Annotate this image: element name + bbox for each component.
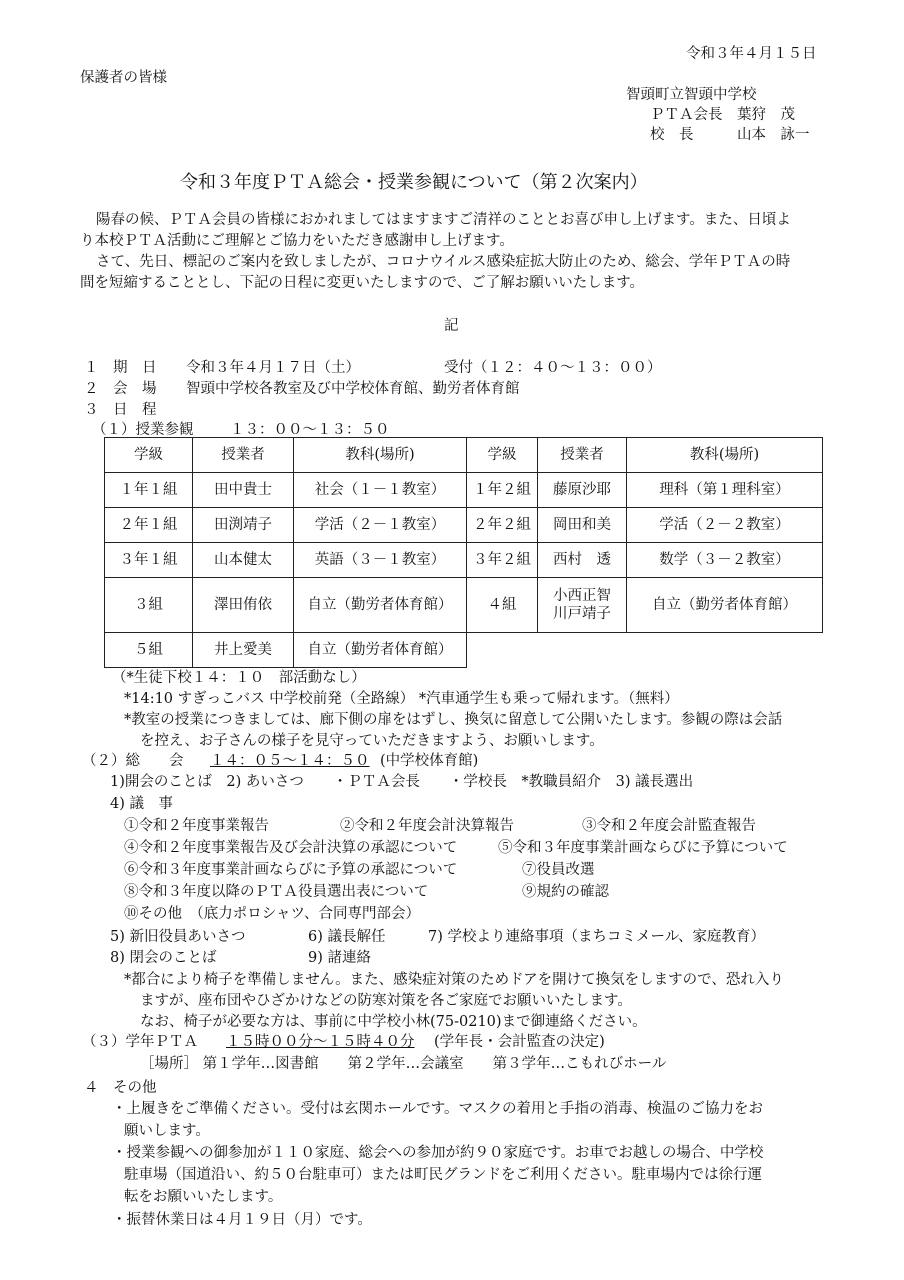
others-line-2: 願いします。 bbox=[124, 1123, 210, 1139]
table-row bbox=[105, 508, 823, 543]
agenda-item-8: ⑧令和３年度以降のＰＴＡ役員選出表について bbox=[124, 884, 429, 900]
schedule-label: ３ 日 程 bbox=[84, 402, 157, 418]
intro-line-2: り本校ＰＴＡ活動にご理解とご協力をいただき感謝申し上げます。 bbox=[80, 233, 514, 249]
table-cell-empty bbox=[538, 633, 627, 668]
note-bus: *14:10 すぎっこバス 中学校前発（全路線） *汽車通学生も乗って帰れます。（無料） bbox=[124, 691, 679, 707]
table-cell: 井上愛美 bbox=[193, 633, 294, 668]
program-item-7: 7) 学校より連絡事項（まちコミメール、家庭教育） bbox=[428, 929, 766, 945]
table-cell: 澤田侑依 bbox=[193, 578, 294, 633]
table-cell: 学活（２－１教室） bbox=[294, 508, 467, 543]
program-item-8: 8) 閉会のことば bbox=[110, 950, 217, 966]
table-row bbox=[105, 578, 823, 633]
grade-pta-label: （３）学年ＰＴＡ bbox=[82, 1034, 198, 1050]
header-class: 学級 bbox=[467, 438, 538, 473]
table-cell: 西村 透 bbox=[538, 543, 627, 578]
agenda-item-4: ④令和２年度事業報告及び会計決算の承認について bbox=[124, 840, 458, 856]
meeting-note-3: なお、椅子が必要な方は、事前に中学校小林(75-0210)まで御連絡ください。 bbox=[140, 1014, 647, 1030]
sender-pta-president: ＰＴＡ会長 葉狩 茂 bbox=[650, 107, 795, 123]
sender-principal: 校 長 山本 詠一 bbox=[650, 127, 810, 143]
table-cell: 山本健太 bbox=[193, 543, 294, 578]
meeting-note-1: *都合により椅子を準備しません。また、感染症対策のためドアを開けて換気をしますので、恐れ入り bbox=[124, 972, 784, 988]
table-cell: 数学（３－２教室） bbox=[627, 543, 823, 578]
general-meeting-time: １４：０５～１４：５０ bbox=[210, 753, 370, 769]
class-observation-label: （１）授業参観 bbox=[92, 422, 194, 438]
note-dismissal: （*生徒下校１４：１０ 部活動なし） bbox=[112, 670, 366, 686]
table-cell: 田渕靖子 bbox=[193, 508, 294, 543]
table-cell: 自立（勤労者体育館） bbox=[294, 578, 467, 633]
date-label: １ 期 日 bbox=[84, 360, 157, 376]
table-cell: 田中貴士 bbox=[193, 473, 294, 508]
document-title: 令和３年度ＰＴＡ総会・授業参観について（第２次案内） bbox=[180, 172, 648, 193]
agenda-label: 4) 議 事 bbox=[110, 796, 173, 812]
table-cell: 自立（勤労者体育館） bbox=[627, 578, 823, 633]
table-cell: 英語（３－１教室） bbox=[294, 543, 467, 578]
others-label: ４ その他 bbox=[84, 1080, 157, 1096]
venue-value: 智頭中学校各教室及び中学校体育館、勤労者体育館 bbox=[186, 381, 520, 397]
note-classroom-1: *教室の授業につきましては、廊下側の扉をはずし、換気に留意して公開いたします。参観の際は会話 bbox=[124, 712, 783, 728]
table-cell: 岡田和美 bbox=[538, 508, 627, 543]
others-line-5: 転をお願いいたします。 bbox=[124, 1189, 283, 1205]
meeting-program-line: 1)開会のことば 2) あいさつ ・ＰＴＡ会長 ・学校長 *教職員紹介 3) 議長選出 bbox=[110, 774, 694, 790]
table-cell-two-teachers bbox=[538, 578, 627, 633]
sender-school: 智頭町立智頭中学校 bbox=[626, 87, 757, 103]
grade-pta-note: (学年長・会計監査の決定) bbox=[434, 1034, 605, 1050]
program-item-5: 5) 新旧役員あいさつ bbox=[110, 929, 246, 945]
table-cell-empty bbox=[627, 633, 823, 668]
venue-label: ２ 会 場 bbox=[84, 381, 157, 397]
table-row bbox=[105, 473, 823, 508]
table-cell: 社会（１－１教室） bbox=[294, 473, 467, 508]
table-cell: ３組 bbox=[105, 578, 193, 633]
addressee: 保護者の皆様 bbox=[80, 70, 167, 86]
note-classroom-2: を控え、お子さんの様子を見守っていただきますよう、お願いします。 bbox=[140, 733, 604, 749]
table-cell: ５組 bbox=[105, 633, 193, 668]
table-row bbox=[105, 633, 823, 668]
general-meeting-label: （２）総 会 bbox=[82, 753, 184, 769]
table-cell: 学活（２－２教室） bbox=[627, 508, 823, 543]
intro-line-3: さて、先日、標記のご案内を致しましたが、コロナウイルス感染症拡大防止のため、総会、学年ＰＴＡの時 bbox=[96, 254, 791, 270]
general-meeting-place: (中学校体育館) bbox=[380, 753, 479, 769]
table-cell: 自立（勤労者体育館） bbox=[294, 633, 467, 668]
agenda-item-3: ③令和２年度会計監査報告 bbox=[582, 818, 756, 834]
table-cell: ２年１組 bbox=[105, 508, 193, 543]
program-item-6: 6) 議長解任 bbox=[308, 929, 386, 945]
table-cell: １年１組 bbox=[105, 473, 193, 508]
intro-line-1: 陽春の候、ＰＴＡ会員の皆様におかれましてはますますご清祥のこととお喜び申し上げます。また、日頃よ bbox=[96, 212, 791, 228]
header-class: 学級 bbox=[105, 438, 193, 473]
header-teacher: 授業者 bbox=[538, 438, 627, 473]
grade-pta-time: １５時００分～１５時４０分 bbox=[226, 1034, 415, 1050]
date-value: 令和３年４月１７日（土） bbox=[186, 360, 360, 376]
others-line-6: ・振替休業日は４月１９日（月）です。 bbox=[112, 1212, 372, 1228]
program-item-9: 9) 諸連絡 bbox=[308, 950, 371, 966]
agenda-item-9: ⑨規約の確認 bbox=[522, 884, 609, 900]
table-cell: １年２組 bbox=[467, 473, 538, 508]
header-subject: 教科(場所) bbox=[294, 438, 467, 473]
table-cell: ４組 bbox=[467, 578, 538, 633]
agenda-item-5: ⑤令和３年度事業計画ならびに予算について bbox=[498, 840, 788, 856]
table-cell: ３年２組 bbox=[467, 543, 538, 578]
header-subject: 教科(場所) bbox=[627, 438, 823, 473]
document-date: 令和３年４月１５日 bbox=[686, 46, 817, 62]
agenda-item-10: ⑩その他 （底力ポロシャツ、合同専門部会） bbox=[124, 906, 420, 922]
agenda-item-1: ①令和２年度事業報告 bbox=[124, 818, 269, 834]
agenda-item-6: ⑥令和３年度事業計画ならびに予算の承認について bbox=[124, 862, 458, 878]
grade-pta-places: ［場所］ 第１学年…図書館 第２学年…会議室 第３学年…こもれびホール bbox=[140, 1056, 667, 1072]
class-observation-time: １３：００～１３：５０ bbox=[230, 422, 390, 438]
others-line-4: 駐車場（国道沿い、約５０台駐車可）または町民グランドをご利用ください。駐車場内では徐行運 bbox=[124, 1167, 762, 1183]
reception-time: 受付（１２：４０～１３：００） bbox=[444, 360, 662, 376]
meeting-note-2: ますが、座布団やひざかけなどの防寒対策を各ご家庭でお願いいたします。 bbox=[140, 993, 632, 1009]
table-cell: ３年１組 bbox=[105, 543, 193, 578]
agenda-item-7: ⑦役員改選 bbox=[522, 862, 595, 878]
teacher-name-1: 小西正智 bbox=[553, 587, 611, 604]
header-teacher: 授業者 bbox=[193, 438, 294, 473]
table-cell: 理科（第１理科室） bbox=[627, 473, 823, 508]
others-line-1: ・上履きをご準備ください。受付は玄関ホールです。マスクの着用と手指の消毒、検温のご協力をお bbox=[112, 1101, 764, 1117]
table-cell: 藤原沙耶 bbox=[538, 473, 627, 508]
others-line-3: ・授業参観への御参加が１１０家庭、総会への参加が約９０家庭です。お車でお越しの場合、中学校 bbox=[112, 1145, 764, 1161]
agenda-item-2: ②令和２年度会計決算報告 bbox=[340, 818, 514, 834]
table-row bbox=[105, 543, 823, 578]
table-cell: ２年２組 bbox=[467, 508, 538, 543]
table-cell-empty bbox=[467, 633, 538, 668]
ki-mark: 記 bbox=[444, 318, 459, 334]
teacher-name-2: 川戸靖子 bbox=[553, 606, 611, 622]
intro-line-4: 間を短縮することとし、下記の日程に変更いたしますので、ご了解お願いいたします。 bbox=[80, 275, 645, 291]
table-header-row bbox=[105, 438, 823, 473]
class-schedule-table bbox=[104, 437, 823, 668]
